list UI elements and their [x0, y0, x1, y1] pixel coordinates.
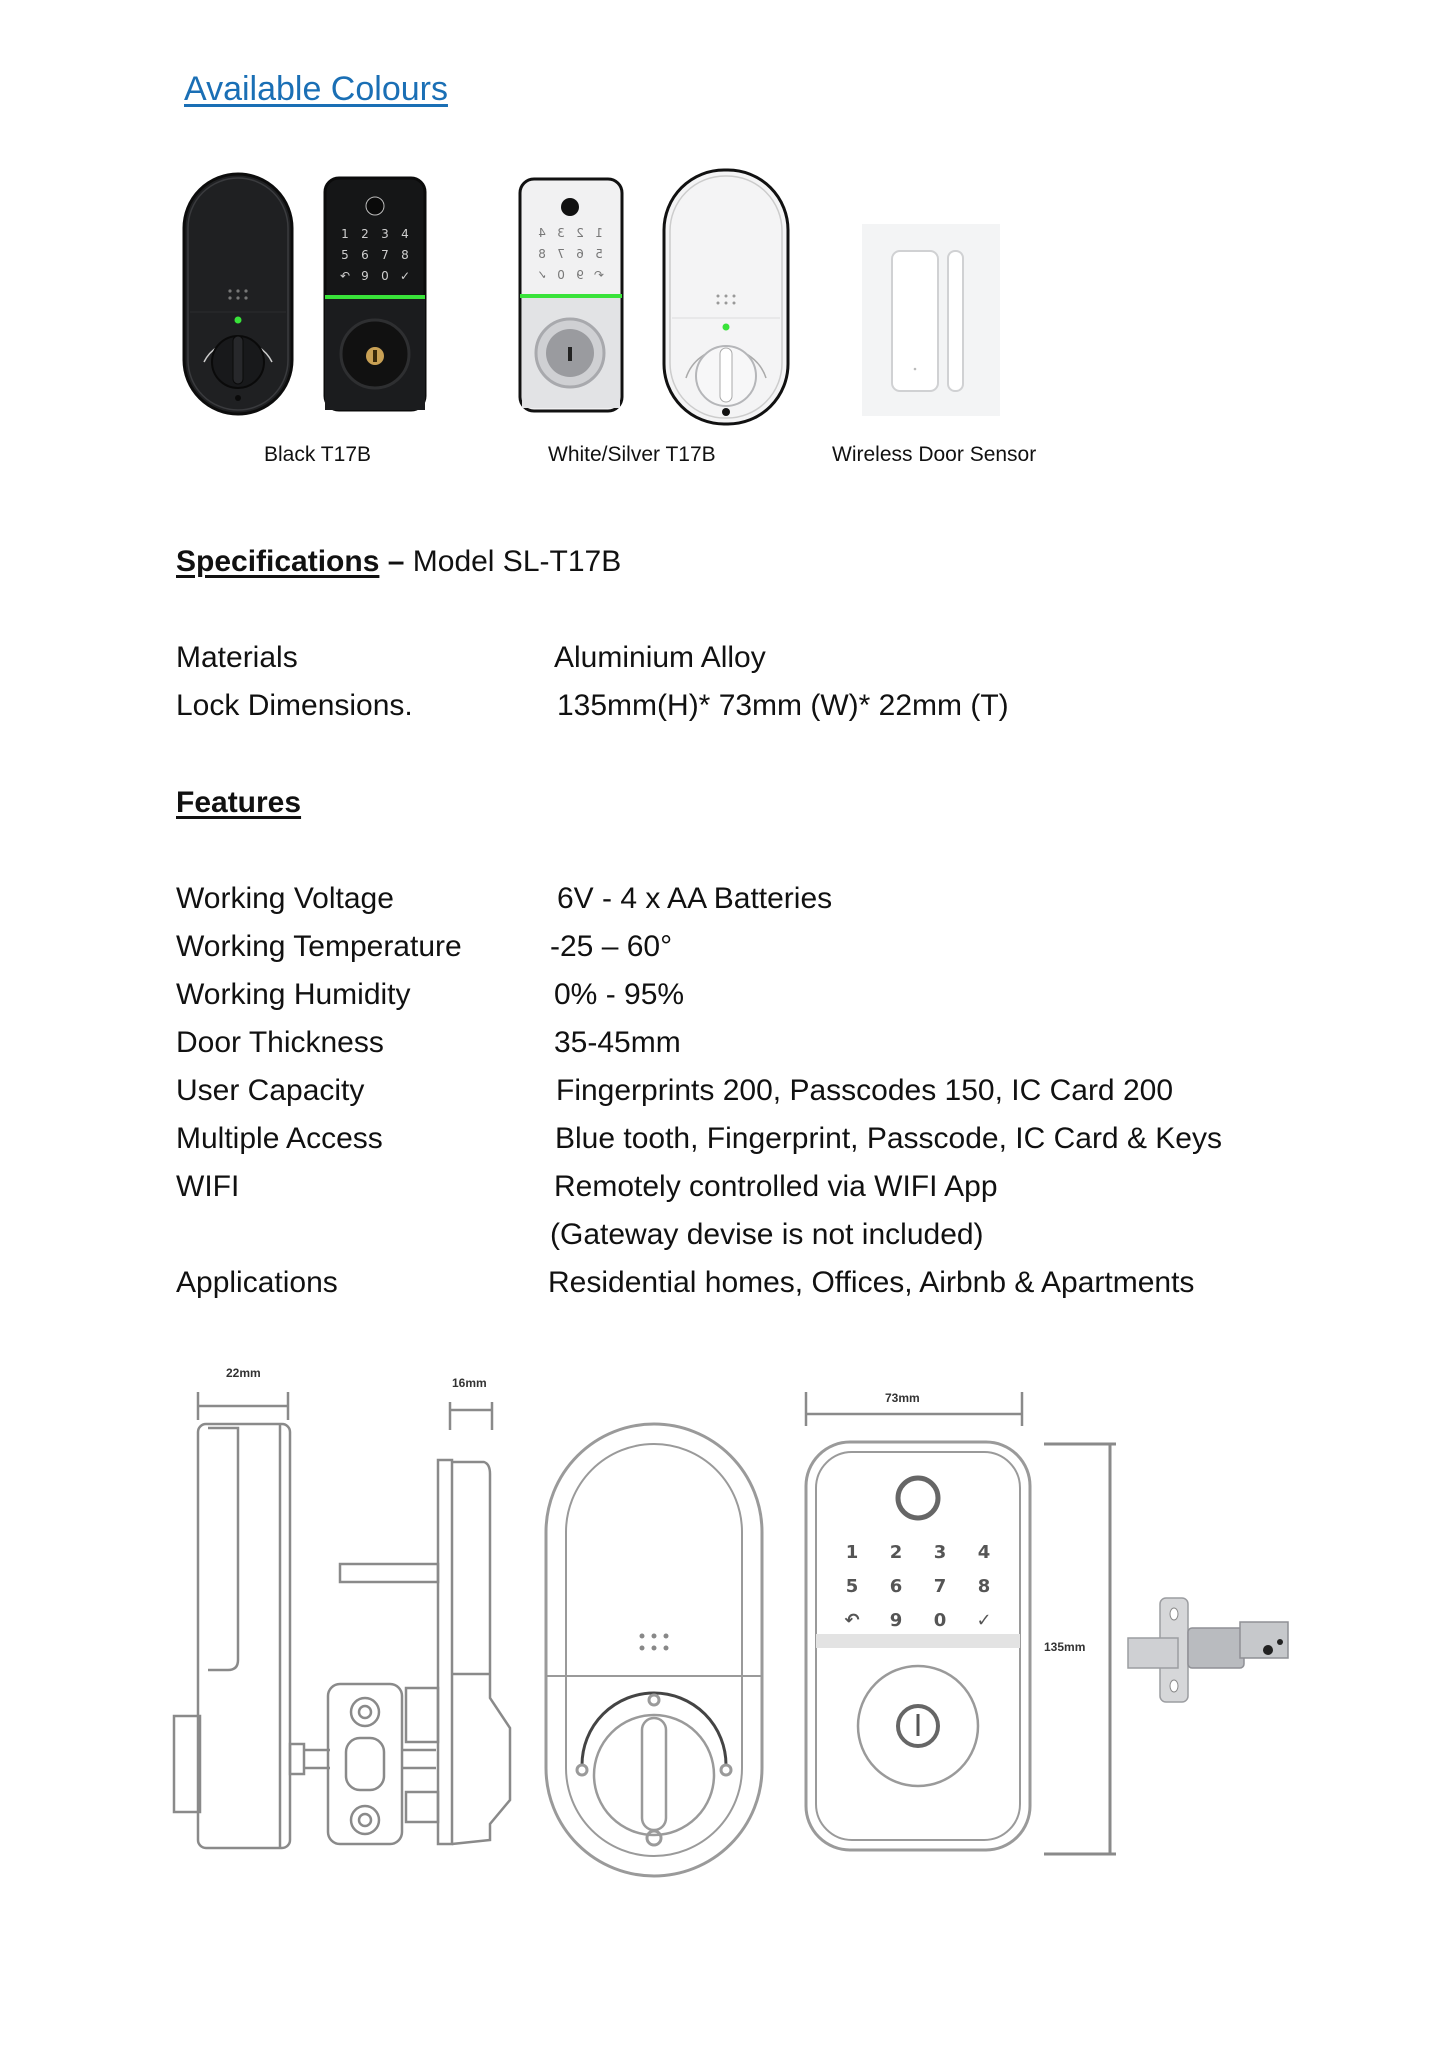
keypad-key: ✓ — [536, 268, 548, 282]
latch-bolt-image — [1128, 1592, 1298, 1710]
feature-value: Remotely controlled via WIFI App — [554, 1170, 998, 1203]
heading-separator: – — [379, 545, 413, 578]
white-lock-exterior-image — [518, 177, 624, 413]
keypad-key: 0 — [381, 269, 389, 283]
side-view-drawing — [160, 1380, 520, 1900]
keypad-key: 2 — [361, 227, 369, 241]
keypad-key: 6 — [576, 247, 584, 261]
specifications-heading — [176, 545, 621, 579]
black-lock-exterior-image — [323, 176, 427, 412]
spec-label: Lock Dimensions. — [176, 689, 413, 722]
available-colours-link[interactable]: Available Colours — [184, 70, 448, 108]
feature-value: Blue tooth, Fingerprint, Passcode, IC Card & Keys — [555, 1122, 1222, 1155]
keypad-key: ↶ — [593, 268, 605, 282]
feature-value-note: (Gateway devise is not included) — [550, 1218, 984, 1251]
feature-value: Fingerprints 200, Passcodes 150, IC Card 200 — [556, 1074, 1174, 1107]
keypad-key: 8 — [401, 248, 409, 262]
keypad-key: 0 — [557, 268, 565, 282]
keypad-key: ✓ — [399, 269, 411, 283]
product-caption-door-sensor: Wireless Door Sensor — [832, 443, 1037, 466]
keypad-key: 6 — [889, 1576, 903, 1597]
model-name: Model SL-T17B — [412, 545, 622, 578]
keypad-key: 0 — [933, 1610, 947, 1631]
feature-value: 35-45mm — [554, 1026, 681, 1059]
keypad-key: 4 — [538, 226, 546, 240]
keypad-key: 7 — [933, 1576, 947, 1597]
feature-label: Working Temperature — [176, 930, 462, 963]
feature-label: Working Humidity — [176, 978, 411, 1011]
keypad-key: 1 — [845, 1542, 859, 1563]
white-lock-interior-image — [662, 168, 790, 428]
spec-label: Materials — [176, 641, 298, 674]
inner-depth-dimension — [446, 1394, 496, 1434]
feature-label: User Capacity — [176, 1074, 365, 1107]
exterior-front-view-drawing — [800, 1438, 1036, 1858]
keypad-key: 7 — [557, 247, 565, 261]
keypad-key: 3 — [381, 227, 389, 241]
keypad-key: 1 — [595, 226, 603, 240]
feature-label: Door Thickness — [176, 1026, 384, 1059]
width-dimension — [800, 1390, 1030, 1430]
feature-label: Working Voltage — [176, 882, 394, 915]
keypad-key: 5 — [341, 248, 349, 262]
black-lock-interior-image — [182, 172, 294, 416]
interior-front-view-drawing — [542, 1420, 766, 1880]
product-caption-black: Black T17B — [264, 443, 371, 466]
feature-label: Multiple Access — [176, 1122, 383, 1155]
keypad-key: 5 — [845, 1576, 859, 1597]
product-caption-white-silver: White/Silver T17B — [548, 443, 716, 466]
keypad-key: 7 — [381, 248, 389, 262]
keypad-key: ↶ — [844, 1610, 860, 1631]
wireless-door-sensor-image — [862, 224, 1000, 416]
dimension-label-height: 135mm — [1044, 1640, 1086, 1654]
spec-value: Aluminium Alloy — [554, 641, 766, 674]
keypad-key: 5 — [595, 247, 603, 261]
feature-value: -25 – 60° — [550, 930, 673, 963]
feature-label: WIFI — [176, 1170, 240, 1203]
specifications-title: Specifications — [176, 545, 380, 578]
keypad-key: 3 — [933, 1542, 947, 1563]
keypad-key: 3 — [557, 226, 565, 240]
keypad-key: 4 — [977, 1542, 991, 1563]
keypad-key: 9 — [889, 1610, 903, 1631]
keypad-key: 2 — [889, 1542, 903, 1563]
keypad-key: 8 — [977, 1576, 991, 1597]
dimension-label-thickness: 22mm — [226, 1366, 261, 1380]
keypad-key: ↶ — [339, 269, 351, 283]
keypad-key: 1 — [341, 227, 349, 241]
features-heading: Features — [176, 786, 302, 819]
dimension-label-inner-depth: 16mm — [452, 1376, 487, 1390]
feature-value: 6V - 4 x AA Batteries — [557, 882, 833, 915]
keypad-key: 2 — [576, 226, 584, 240]
keypad-key: 8 — [538, 247, 546, 261]
feature-label: Applications — [176, 1266, 338, 1299]
keypad-key: 9 — [361, 269, 369, 283]
dimension-label-width: 73mm — [885, 1391, 920, 1405]
keypad-key: ✓ — [976, 1610, 992, 1631]
feature-value: Residential homes, Offices, Airbnb & Apartments — [548, 1266, 1195, 1299]
feature-value: 0% - 95% — [554, 978, 685, 1011]
keypad-key: 4 — [401, 227, 409, 241]
keypad-key: 6 — [361, 248, 369, 262]
keypad-key: 9 — [576, 268, 584, 282]
spec-value: 135mm(H)* 73mm (W)* 22mm (T) — [557, 689, 1009, 722]
